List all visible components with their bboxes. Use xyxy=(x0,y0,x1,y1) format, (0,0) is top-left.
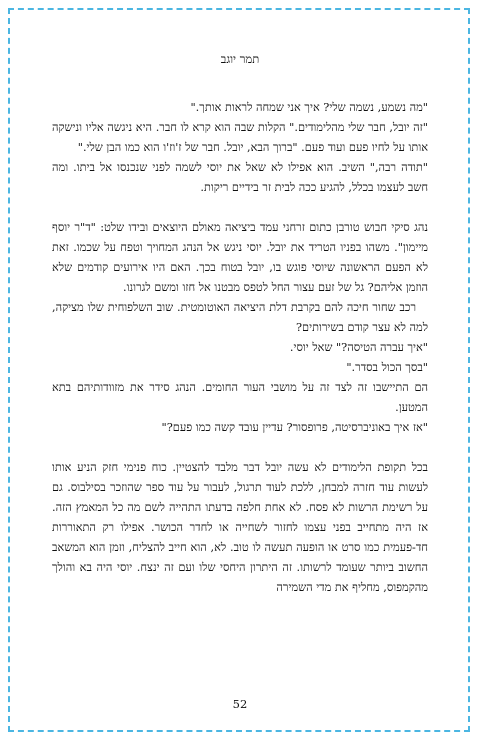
paragraph: "זה יובל, חבר שלי מהלימודים." הקלות שבה הוא קרא לו חבר. היא ניגשה אליו ונישקה אותו על לחיו פעם ועוד פעם. "ברוך הבא, יובל. חבר של ז'וז'ו הוא כמו הבן שלי." xyxy=(52,121,428,154)
paragraph: "מה נשמע, נשמה שלי? איך אני שמחה לראות אותך." xyxy=(190,101,428,114)
body-text xyxy=(52,98,428,598)
paragraph: נהג סיקי חבוש טורבן כתום זרחני עמד ביציאה מאולם היוצאים ובידו שלט: "ד"ר יוסף מיימון". משהו בפניו הטריד את יובל. יוסי ניגש אל הנהג המחויך וטפח על שכמו. זאת לא הפעם הראשונה שיוסי פוגש בו, יובל בטוח בכך. האם היו אירועים קודמים שלא הוזמן אליהם? גל של זעם עצור החל לטפס מבטנו אל חזו ומשם לגרונו. xyxy=(52,221,428,294)
paragraph: "איך עברה הטיסה?" שאל יוסי. xyxy=(289,341,428,354)
paragraph: "בסך הכול בסדר." xyxy=(346,361,428,374)
paragraph: "אז איך באוניברסיטה, פרופסור? עדיין עובד קשה כמו פעם?" xyxy=(161,421,428,434)
paragraph: "תודה רבה," השיב. הוא אפילו לא שאל את יוסי לשמה לפני שנכנסו אל ביתו. ומה חשב לעצמו בכלל, להגיע ככה לבית זר בידיים ריקות. xyxy=(52,161,428,194)
paragraph: בכל תקופת הלימודים לא עשה יובל דבר מלבד להצטיין. כוח פנימי חזק הניע אותו לעשות עוד חזרה למבחן, ללכת לעוד תרגול, לעבור על עוד ספר שהוזכר בסילבוס. גם על רשימת הרשות לא פסח. לא אחת חלפה בדעתו התהייה לשם מה כל המאמץ הזה. אז היה מתחייב בפני עצמו לחזור לשחייה או לחדר הכושר. אפילו רק התאוררות חד-פעמית כמו סרט או הופעה תעשה לו טוב. לא, הוא חייב להצליח, וזמן הוא המשאב החשוב ביותר שעומד לרשותו. זה היתרון היחסי שלו ועם זה ינצח. יוסי היה בא והולך מהקמפוס, מחליף את מדי השמירה xyxy=(52,461,428,594)
page-number: 52 xyxy=(232,697,248,711)
paragraph: הם התיישבו זה לצד זה על מושבי העור החומים. הנהג סידר את מזוודותיהם בתא המטען. xyxy=(52,381,428,414)
section-break xyxy=(52,438,428,458)
paragraph: רכב שחור חיכה להם בקרבת דלת היציאה האוטומטית. שוב השלפוחית שלו מציקה, למה לא עצר קודם בשירותים? xyxy=(52,301,428,334)
section-break xyxy=(52,198,428,218)
running-head: תמר יוגב xyxy=(220,52,260,66)
